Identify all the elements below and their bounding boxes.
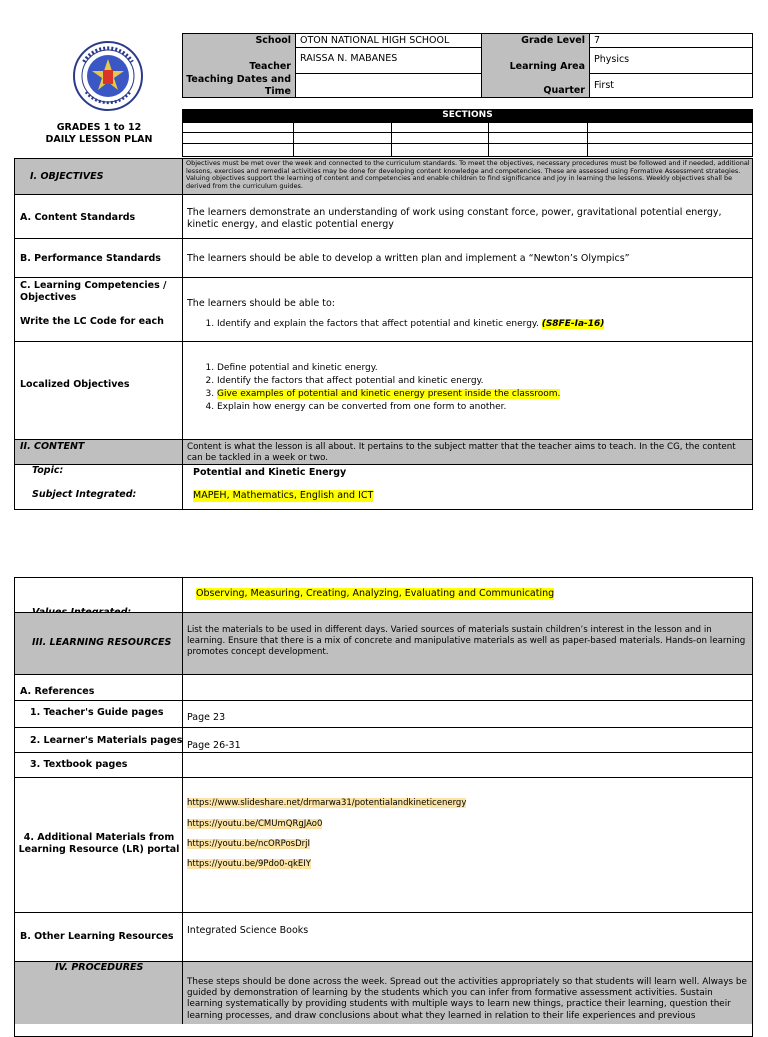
learners-materials-value: Page 26-31 bbox=[187, 740, 241, 751]
procedures-heading: IV. PROCEDURES bbox=[55, 962, 144, 973]
topic-label: Topic: bbox=[32, 465, 64, 476]
teaching-dates-label: Teaching Dates and Time bbox=[186, 74, 291, 97]
teachers-guide-label: 1. Teacher's Guide pages bbox=[30, 707, 164, 718]
subject-integrated-label: Subject Integrated: bbox=[32, 489, 137, 500]
learners-materials-label: 2. Learner's Materials pages bbox=[30, 735, 183, 746]
plan-title bbox=[15, 122, 183, 146]
localized-objectives-list bbox=[187, 362, 747, 414]
learning-area-value: Physics bbox=[594, 54, 630, 65]
teacher-label: Teacher bbox=[249, 61, 291, 72]
grade-value: 7 bbox=[594, 35, 601, 46]
grade-label: Grade Level bbox=[521, 35, 585, 46]
school-value: OTON NATIONAL HIGH SCHOOL bbox=[300, 35, 450, 46]
competencies-list bbox=[187, 318, 747, 331]
content-note: Content is what the lesson is all about. It pertains to the subject matter that the teacher aims to teach. In the CG, the content can be tackled in a week or two. bbox=[187, 442, 736, 463]
subject-integrated-value: MAPEH, Mathematics, English and ICT bbox=[193, 490, 374, 501]
quarter-label: Quarter bbox=[543, 85, 585, 96]
competencies-label: C. Learning Competencies / Objectives bbox=[20, 280, 167, 303]
other-resources-value: Integrated Science Books bbox=[187, 925, 309, 936]
localized-item: 2. Identify the factors that affect potential and kinetic energy. bbox=[217, 375, 747, 388]
content-standards-label: A. Content Standards bbox=[20, 212, 136, 223]
localized-item: 4. Explain how energy can be converted from one form to another. bbox=[217, 401, 747, 414]
objectives-heading: I. OBJECTIVES bbox=[30, 171, 104, 182]
title-line-2: DAILY LESSON PLAN bbox=[45, 134, 153, 145]
other-resources-label: B. Other Learning Resources bbox=[20, 931, 174, 942]
teachers-guide-value: Page 23 bbox=[187, 712, 226, 723]
quarter-value: First bbox=[594, 80, 614, 91]
school-label: School bbox=[255, 35, 291, 46]
localized-item: 1. Define potential and kinetic energy. bbox=[217, 362, 747, 375]
competency-item: Identify and explain the factors that affect potential and kinetic energy. bbox=[217, 319, 539, 329]
values-integrated-value: Observing, Measuring, Creating, Analyzing, Evaluating and Communicating bbox=[196, 588, 555, 599]
localized-objectives-label: Localized Objectives bbox=[20, 379, 130, 390]
learning-resources-note: List the materials to be used in different days. Varied sources of materials sustain children’s interest in the lesson and in learning. Ensure that there is a mix of concrete and manipulative materials as well as paper-based materials. Hands-on learning promotes concept development. bbox=[187, 625, 746, 657]
textbook-pages-label: 3. Textbook pages bbox=[30, 759, 128, 770]
learning-area-label: Learning Area bbox=[509, 61, 585, 72]
sections-grid bbox=[182, 109, 753, 157]
title-line-1: GRADES 1 to 12 bbox=[56, 122, 142, 133]
link-item[interactable]: https://youtu.be/ncORPosDrjI bbox=[187, 839, 311, 849]
topic-value: Potential and Kinetic Energy bbox=[193, 467, 347, 478]
performance-standards-text: The learners should be able to develop a written plan and implement a “Newton’s Olympics” bbox=[187, 253, 630, 264]
deped-seal-logo bbox=[72, 40, 144, 112]
additional-materials-label: 4. Additional Materials from Learning Resource (LR) portal bbox=[18, 832, 180, 855]
references-label: A. References bbox=[20, 686, 95, 697]
link-item[interactable]: https://youtu.be/9Pdo0-qkEIY bbox=[187, 859, 311, 869]
content-standards-text: The learners demonstrate an understanding of work using constant force, power, gravitational potential energy, kinetic energy, and elastic potential energy bbox=[187, 207, 722, 230]
localized-item: 3. Give examples of potential and kinetic energy present inside the classroom. bbox=[217, 388, 747, 401]
content-heading: II. CONTENT bbox=[20, 441, 85, 452]
performance-standards-label: B. Performance Standards bbox=[20, 253, 161, 264]
sections-header: SECTIONS bbox=[182, 109, 753, 122]
header-grid bbox=[182, 33, 753, 98]
lc-code: (S8FE-Ia-16) bbox=[541, 319, 605, 329]
procedures-note: These steps should be done across the week. Spread out the activities appropriately so that students will learn well. Always be guided by demonstration of learning by the students which you can infer from formative assessment activities. Sustain learning systematically by providing students with multiple ways to learn new things, practice their learning, question their learning processes, and draw conclusions about what they learned in relation to their life experiences and previous bbox=[187, 977, 747, 1021]
link-item[interactable]: https://www.slideshare.net/drmarwa31/potentialandkineticenergy bbox=[187, 798, 467, 808]
link-item[interactable]: https://youtu.be/CMUmQRgJAo0 bbox=[187, 819, 323, 829]
objectives-note: Objectives must be met over the week and connected to the curriculum standards. To meet the objectives, necessary procedures must be followed and if needed, additional lessons, exercises and remedial activities may be done for developing content knowledge and competencies. These are assessed using Formative Assessment strategies. Valuing objectives support the learning of content and competencies and enable children to find significance and joy in learning the lessons. Weekly objectives shall be derived from the curriculum guides. bbox=[186, 159, 750, 190]
teacher-value: RAISSA N. MABANES bbox=[300, 53, 398, 64]
competencies-intro: The learners should be able to: bbox=[187, 298, 335, 309]
lc-code-label: Write the LC Code for each bbox=[20, 316, 164, 327]
learning-resources-heading: III. LEARNING RESOURCES bbox=[32, 637, 172, 648]
